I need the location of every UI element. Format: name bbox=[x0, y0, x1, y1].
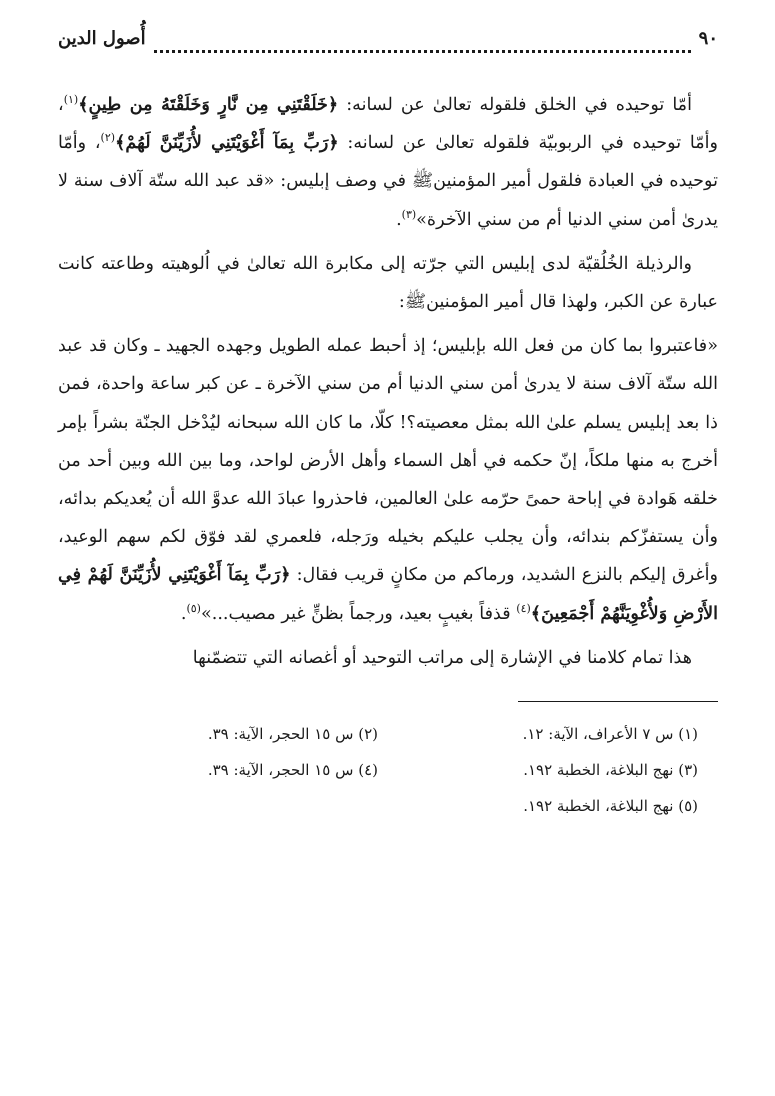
footnote-1: (١) س ٧ الأعراف، الآية: ١٢. bbox=[522, 725, 698, 744]
honorific-glyph: ﷺ bbox=[411, 171, 434, 192]
paragraph-2 bbox=[58, 245, 718, 321]
footnote-ref: (٣) bbox=[401, 207, 417, 221]
footnote-separator bbox=[518, 701, 718, 702]
header-dot-leader bbox=[154, 40, 691, 53]
honorific-glyph: ﷺ bbox=[404, 292, 427, 313]
quran-quote: ﴿رَبِّ بِمَآ أَغْوَيْتَنِي لأُزَيِّنَنَّ لَهُمْ﴾ bbox=[115, 132, 339, 154]
footnote-ref: (٢) bbox=[100, 131, 116, 145]
quran-quote: ﴿رَبِّ بِمَآ أَغْوَيْتَنِي لأُزَيِّنَنَّ لَهُمْ فِي الأَرْضِ وَلأُغْوِيَنَّهُمْ أَجْمَعِينَ﴾ bbox=[58, 564, 718, 624]
paragraph-text: هذا تمام كلامنا في الإشارة إلى مراتب التوحيد أو أغصانه التي تتضمّنها bbox=[192, 647, 692, 668]
paragraph-text: أمّا توحيده في الخلق فلقوله تعالىٰ عن لسانه: bbox=[338, 95, 692, 115]
footnote-5: (٥) نهج البلاغة، الخطبة ١٩٢. bbox=[523, 797, 698, 816]
body-text bbox=[58, 86, 718, 677]
paragraph-4 bbox=[58, 639, 718, 677]
footnote-4: (٤) س ١٥ الحجر، الآية: ٣٩. bbox=[207, 761, 378, 780]
paragraph-3-quote bbox=[58, 327, 718, 633]
quran-quote: ﴿خَلَقْتَنِي مِن نَّارٍ وَخَلَقْتَهُ مِن طِينٍ﴾ bbox=[78, 94, 339, 115]
footnote-ref: (٥) bbox=[186, 601, 201, 615]
footnotes bbox=[58, 716, 718, 824]
page-header bbox=[58, 28, 718, 64]
paragraph-text: والرذيلة الخُلُقيّة لدى إبليس التي جرّته إلى مكابرة الله تعالىٰ في اُلوهيته وطاعته كانت عبارة عن الكبر، ولهذا قال أمير المؤمنين bbox=[58, 253, 718, 313]
paragraph-1 bbox=[58, 86, 718, 239]
footnote-ref: (١) bbox=[63, 93, 79, 107]
paragraph-text: ، وأمّا توحيده في الربوبيّة فلقوله تعالىٰ عن لسانه: bbox=[58, 95, 718, 154]
paragraph-text: قذفاً بغيبٍ بعيد، ورجماً بظنٍّ غير مصيب...» bbox=[200, 603, 517, 624]
paragraph-text: في وصف إبليس: «قد عبد الله ستّة آلاف سنة لا يدرىٰ أمن سني الدنيا أم من سني الآخرة» bbox=[58, 171, 718, 230]
book-page bbox=[58, 28, 718, 1068]
paragraph-text: «فاعتبروا بما كان من فعل الله بإبليس؛ إذ أحبط عمله الطويل وجهده الجهيد ـ وكان قد عبد الله ستّة آلاف سنة لا يدرىٰ أمن سني الدنيا أم من سني الآخرة ـ عن كبر ساعة واحدة، فمن ذا بعد إبليس يسلم علىٰ الله بمثل معصيته؟! كلّا، ما كان الله سبحانه ليُدْخل الجنّة بشراً بإمر أخرج به منها ملكاً، إنّ حكمه في أهل السماء وأهل الأرض لواحد، وما بين الله وبين أحد من خلقه هَوادة في إباحة حمىً حرّمه علىٰ العالمين، فاحذروا عبادَ الله عدوَّ الله أن يُعديكم بدائه، وأن يستفزّكم بندائه، وأن يجلب عليكم بخيله ورَجله، فلعمري لقد فوّق لكم سهم الوعيد، وأغرق إليكم بالنزع الشديد، ورماكم من مكانٍ قريب فقال: bbox=[58, 336, 718, 586]
paragraph-text: ، وأمّا توحيده في العبادة فلقول أمير المؤمنين bbox=[58, 133, 718, 192]
footnote-3: (٣) نهج البلاغة، الخطبة ١٩٢. bbox=[523, 761, 698, 780]
page-number: ٩٠ bbox=[698, 28, 718, 49]
footnote-ref: (٤) bbox=[516, 601, 531, 615]
running-title: أُصول الدين bbox=[58, 28, 146, 49]
footnote-2: (٢) س ١٥ الحجر، الآية: ٣٩. bbox=[207, 725, 378, 744]
paragraph-text: : bbox=[398, 292, 405, 313]
paragraph-text: . bbox=[180, 603, 187, 624]
paragraph-text: . bbox=[396, 209, 402, 230]
